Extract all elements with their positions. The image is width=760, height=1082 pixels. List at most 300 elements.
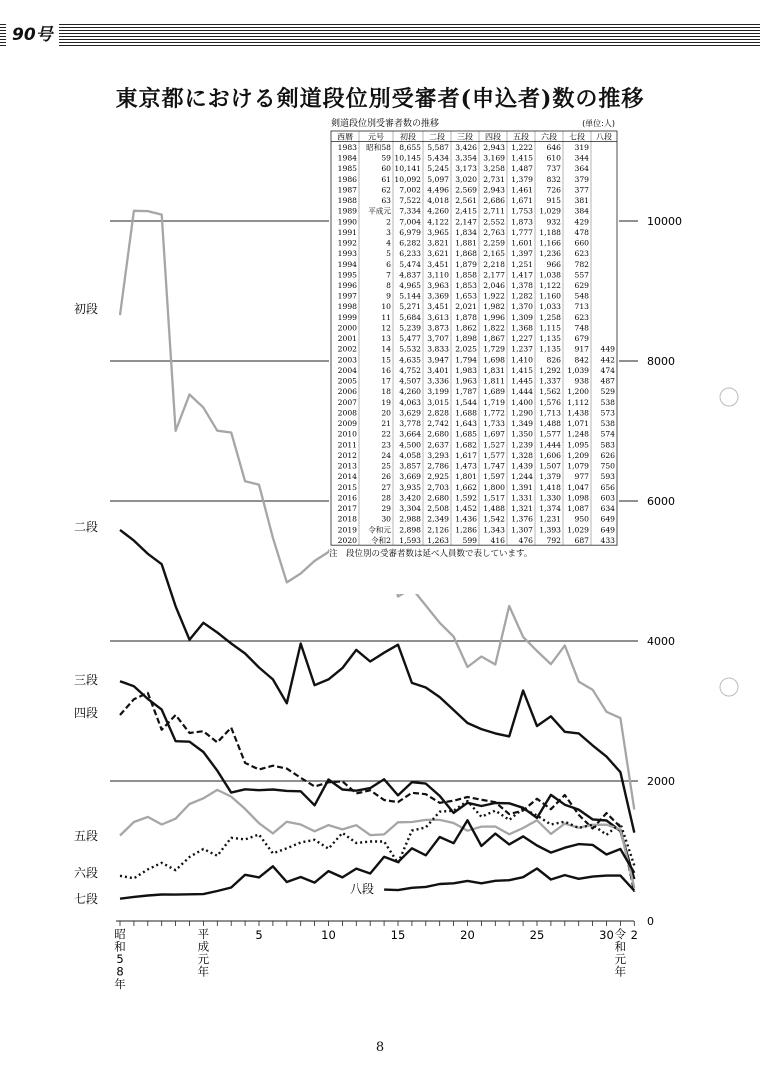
table-cell: 646 [546, 142, 561, 152]
table-cell: 634 [600, 504, 615, 514]
table-cell: 4,063 [399, 397, 421, 407]
x-tick-label: 15 [390, 928, 406, 942]
table-cell: 748 [574, 323, 589, 333]
table-cell: 1,418 [539, 482, 561, 492]
table-cell: 2,177 [483, 270, 505, 280]
table-cell: 1,350 [511, 429, 533, 439]
table-cell: 3,873 [427, 323, 449, 333]
table-cell: 1,653 [455, 291, 477, 301]
table-cell: 2,025 [455, 344, 477, 354]
table-cell: 6 [386, 259, 391, 269]
x-tick-label: 平成元年 [197, 927, 210, 979]
table-cell: 5,434 [427, 153, 449, 163]
table-cell: 1,473 [455, 461, 477, 471]
table-cell: 599 [462, 535, 477, 545]
table-cell: 660 [574, 238, 589, 248]
table-cell: 1,801 [455, 472, 477, 482]
table-cell: 1,794 [455, 355, 477, 365]
table-cell: 1,713 [539, 408, 561, 418]
table-cell: 59 [381, 153, 391, 163]
table-cell: 10,092 [394, 174, 421, 184]
table-cell: 2,147 [455, 217, 477, 227]
table-cell: 3,110 [427, 270, 449, 280]
table-cell: 5,144 [399, 291, 421, 301]
table-cell: 1,400 [511, 397, 533, 407]
table-cell: 1,188 [539, 227, 561, 237]
table-cell: 1,777 [511, 227, 533, 237]
table-cell: 3,426 [455, 142, 477, 152]
table-cell: 1,331 [511, 493, 533, 503]
table-cell: 737 [546, 164, 561, 174]
table-cell: 1,112 [567, 397, 589, 407]
table-cell: 1,290 [511, 408, 533, 418]
table-cell: 687 [574, 535, 589, 545]
table-cell: 3,778 [399, 419, 421, 429]
series-label: 八段 [350, 882, 375, 896]
table-cell: 2,021 [455, 302, 477, 312]
table-cell: 1,029 [567, 525, 589, 535]
table-header-cell: 三段 [457, 132, 473, 142]
table-cell: 2,552 [483, 217, 505, 227]
table-cell: 12 [381, 323, 391, 333]
table-cell: 1,881 [455, 238, 477, 248]
table-cell: 1,688 [455, 408, 477, 418]
table-cell: 1,617 [455, 450, 477, 460]
table-cell: 2,703 [427, 482, 449, 492]
table-header-cell: 四段 [485, 132, 501, 142]
table-cell: 1,410 [511, 355, 533, 365]
table-cell: 3,833 [427, 344, 449, 354]
table-cell: 3 [386, 227, 391, 237]
table-cell: 63 [381, 196, 391, 206]
table-cell: 1,071 [567, 419, 589, 429]
series-label: 五段 [74, 829, 99, 843]
table-cell: 538 [600, 397, 615, 407]
table-cell: 2 [386, 217, 391, 227]
table-cell: 574 [600, 429, 615, 439]
table-cell: 1,379 [539, 472, 561, 482]
table-cell: 1,029 [539, 206, 561, 216]
data-table [329, 114, 619, 594]
table-cell: 1,337 [539, 376, 561, 386]
table-cell: 5,474 [399, 259, 421, 269]
table-cell: 1,643 [455, 419, 477, 429]
table-cell: 1,753 [511, 206, 533, 216]
table-cell: 4,496 [427, 185, 449, 195]
table-cell: 1,222 [511, 142, 533, 152]
table-cell: 4,965 [399, 281, 421, 290]
table-cell: 832 [546, 174, 561, 184]
table-cell: 377 [574, 185, 589, 195]
table-cell: 2,686 [483, 196, 505, 206]
table-cell: 1,307 [511, 525, 533, 535]
table-cell: 649 [600, 514, 615, 524]
table-cell: 2,561 [455, 196, 477, 206]
table-header-cell: 七段 [569, 132, 585, 142]
series-line [120, 790, 634, 888]
table-cell: 938 [574, 376, 589, 386]
table-cell: 1,444 [511, 387, 533, 397]
table-cell: 1,391 [511, 482, 533, 492]
table-cell: 1,237 [511, 344, 533, 354]
table-cell: 2,165 [483, 249, 505, 259]
table-cell: 2013 [337, 461, 357, 471]
table-cell: 1,983 [455, 365, 477, 375]
table-cell: 1,098 [567, 493, 589, 503]
table-cell: 4,752 [399, 365, 421, 375]
y-tick-label: 2000 [647, 775, 675, 788]
table-cell: 1,227 [511, 334, 533, 344]
table-cell: 1,135 [539, 344, 561, 354]
table-cell: 3,821 [427, 238, 449, 248]
table-cell: 1,461 [511, 185, 533, 195]
table-header-cell: 五段 [513, 132, 529, 142]
table-cell: 3,451 [427, 302, 449, 312]
table-cell: 603 [600, 493, 615, 503]
table-cell: 1,330 [539, 493, 561, 503]
table-cell: 2,763 [483, 227, 505, 237]
table-cell: 4,635 [399, 355, 421, 365]
table-cell: 昭和58 [366, 142, 391, 152]
table-cell: 1,868 [455, 249, 477, 259]
table-cell: 4,837 [399, 270, 421, 280]
table-cell: 1,393 [539, 525, 561, 535]
table-cell: 573 [600, 408, 615, 418]
table-cell: 1998 [337, 302, 357, 312]
table-cell: 433 [600, 535, 615, 545]
table-cell: 1996 [337, 281, 357, 290]
table-cell: 22 [381, 429, 391, 439]
table-cell: 626 [600, 450, 615, 460]
table-cell: 11 [381, 312, 391, 322]
table-cell: 3,199 [427, 387, 449, 397]
table-cell: 7,002 [399, 185, 421, 195]
table-cell: 1,867 [483, 334, 505, 344]
table-cell: 62 [381, 185, 391, 195]
table-cell: 5,684 [399, 312, 421, 322]
table-cell: 915 [546, 196, 561, 206]
table-cell: 1,544 [455, 397, 477, 407]
table-cell: 2010 [337, 429, 357, 439]
table-cell: 29 [381, 504, 391, 514]
table-cell: 1,309 [511, 312, 533, 322]
table-cell: 3,669 [399, 472, 421, 482]
table-cell: 3,020 [455, 174, 477, 184]
table-cell: 15 [381, 355, 391, 365]
table-cell: 3,336 [427, 376, 449, 386]
table-cell: 1,697 [483, 429, 505, 439]
table-cell: 977 [574, 472, 589, 482]
table-cell: 2,828 [427, 408, 449, 418]
table-cell: 平成元 [368, 206, 391, 216]
table-cell: 4,058 [399, 450, 421, 460]
table-cell: 1,898 [455, 334, 477, 344]
table-cell: 1,239 [511, 440, 533, 450]
table-cell: 1,378 [511, 281, 533, 290]
table-cell: 538 [600, 419, 615, 429]
table-cell: 1,115 [539, 323, 561, 333]
table-cell: 2019 [337, 525, 357, 535]
table-cell: 1,095 [567, 440, 589, 450]
table-cell: 2003 [337, 355, 357, 365]
table-cell: 1,258 [539, 312, 561, 322]
table-cell: 5,587 [427, 142, 449, 152]
table-cell: 1,562 [539, 387, 561, 397]
table-cell: 4,507 [399, 376, 421, 386]
table-cell: 2017 [337, 504, 357, 514]
table-cell: 1,800 [483, 482, 505, 492]
chart-title: 東京都における剣道段位別受審者(申込者)数の推移 [115, 86, 645, 112]
table-cell: 842 [574, 355, 589, 365]
table-cell: 3,707 [427, 334, 449, 344]
table-cell: 3,664 [399, 429, 421, 439]
table-cell: 24 [381, 450, 391, 460]
table-cell: 令和元 [368, 525, 391, 535]
table-cell: 2008 [337, 408, 357, 418]
table-cell: 4,500 [399, 440, 421, 450]
table-cell: 1,415 [511, 365, 533, 375]
table-cell: 1,379 [511, 174, 533, 184]
table-cell: 8,655 [399, 142, 421, 152]
table-cell: 381 [574, 196, 589, 206]
table-cell: 14 [381, 344, 391, 354]
table-cell: 1,597 [483, 472, 505, 482]
table-cell: 4,260 [427, 206, 449, 216]
table-cell: 1,592 [455, 493, 477, 503]
table-cell: 2000 [337, 323, 357, 333]
table-cell: 1,286 [455, 525, 477, 535]
table-cell: 6,282 [399, 238, 421, 248]
table-cell: 2009 [337, 419, 357, 429]
table-cell: 19 [381, 397, 391, 407]
table-cell: 1999 [337, 312, 357, 322]
table-cell: 1,787 [455, 387, 477, 397]
x-tick-label: 令和元年 [614, 927, 627, 979]
series-label: 三段 [74, 673, 99, 687]
table-cell: 2,680 [427, 493, 449, 503]
table-cell: 1,200 [567, 387, 589, 397]
table-cell: 3,401 [427, 365, 449, 375]
table-cell: 1,236 [539, 249, 561, 259]
x-tick-label: 昭和 5 8 年 [114, 927, 126, 991]
table-cell: 3,258 [483, 164, 505, 174]
x-tick-label: 2 [630, 928, 638, 942]
table-cell: 5,239 [399, 323, 421, 333]
table-cell: 4,018 [427, 196, 449, 206]
table-cell: 2,786 [427, 461, 449, 471]
table-cell: 1,328 [511, 450, 533, 460]
table-cell: 3,965 [427, 227, 449, 237]
table-cell: 2,680 [427, 429, 449, 439]
table-cell: 1,038 [539, 270, 561, 280]
table-cell: 2005 [337, 376, 357, 386]
table-cell: 26 [381, 472, 391, 482]
table-cell: 3,169 [483, 153, 505, 163]
table-cell: 1,368 [511, 323, 533, 333]
table-cell: 1,733 [483, 419, 505, 429]
table-cell: 2,349 [427, 514, 449, 524]
table-cell: 1,517 [483, 493, 505, 503]
table-cell: 1,376 [511, 514, 533, 524]
table-cell: 529 [600, 387, 615, 397]
table-cell: 429 [574, 217, 589, 227]
table-cell: 1,349 [511, 419, 533, 429]
table-cell: 1,879 [455, 259, 477, 269]
table-cell: 18 [381, 387, 391, 397]
table-cell: 1,166 [539, 238, 561, 248]
table-cell: 1,397 [511, 249, 533, 259]
table-cell: 8 [386, 281, 391, 290]
table-cell: 1983 [337, 142, 357, 152]
table-cell: 5,271 [399, 302, 421, 312]
y-tick-label: 4000 [647, 635, 675, 648]
table-cell: 474 [600, 365, 615, 375]
table-cell: 1,282 [511, 291, 533, 301]
table-cell: 2014 [337, 472, 357, 482]
table-cell: 1,488 [539, 419, 561, 429]
table-cell: 1,682 [455, 440, 477, 450]
y-tick-label: 6000 [647, 495, 675, 508]
table-cell: 2002 [337, 344, 357, 354]
table-cell: 21 [381, 419, 391, 429]
series-label: 二段 [74, 520, 99, 534]
table-cell: 1,436 [455, 514, 477, 524]
table-cell: 1,772 [483, 408, 505, 418]
table-unit: (単位:人) [582, 119, 615, 128]
table-cell: 1,963 [455, 376, 477, 386]
y-tick-label: 8000 [647, 355, 675, 368]
table-cell: 1,719 [483, 397, 505, 407]
table-cell: 1,244 [511, 472, 533, 482]
table-cell: 1,488 [483, 504, 505, 514]
table-cell: 1,542 [483, 514, 505, 524]
table-cell: 1,417 [511, 270, 533, 280]
table-cell: 1,248 [567, 429, 589, 439]
table-cell: 1,982 [483, 302, 505, 312]
table-cell: 1985 [337, 164, 357, 174]
table-cell: 1993 [337, 249, 357, 259]
table-cell: 1,033 [539, 302, 561, 312]
table-cell: 2016 [337, 493, 357, 503]
table-cell: 7,334 [399, 206, 421, 216]
table-cell: 3,369 [427, 291, 449, 301]
table-cell: 1,834 [455, 227, 477, 237]
table-cell: 4 [386, 238, 391, 248]
table-cell: 1,873 [511, 217, 533, 227]
table-cell: 1994 [337, 259, 357, 269]
table-header-cell: 二段 [429, 132, 445, 142]
table-cell: 2,508 [427, 504, 449, 514]
table-cell: 10,145 [394, 153, 421, 163]
table-cell: 3,304 [399, 504, 421, 514]
series-label: 六段 [74, 866, 99, 880]
table-cell: 1,811 [483, 376, 505, 386]
table-cell: 1,689 [483, 387, 505, 397]
table-header-cell: 八段 [596, 132, 612, 142]
table-cell: 3,621 [427, 249, 449, 259]
table-cell: 25 [381, 461, 391, 471]
table-cell: 9 [386, 291, 391, 301]
y-tick-label: 10000 [647, 215, 682, 228]
table-cell: 319 [574, 142, 589, 152]
table-cell: 1986 [337, 174, 357, 184]
table-cell: 1,487 [511, 164, 533, 174]
table-cell: 1,922 [483, 291, 505, 301]
table-cell: 1,321 [511, 504, 533, 514]
table-cell: 2,569 [455, 185, 477, 195]
table-cell: 1,729 [483, 344, 505, 354]
table-cell: 令和2 [370, 535, 391, 545]
table-cell: 1987 [337, 185, 357, 195]
table-cell: 61 [381, 174, 391, 184]
table-cell: 1,439 [511, 461, 533, 471]
table-cell: 384 [574, 206, 589, 216]
table-cell: 649 [600, 525, 615, 535]
table-cell: 10 [381, 302, 391, 312]
table-cell: 2,731 [483, 174, 505, 184]
table-cell: 2020 [337, 535, 357, 545]
table-cell: 13 [381, 334, 391, 344]
table-cell: 1,445 [511, 376, 533, 386]
table-cell: 7,004 [399, 217, 421, 227]
table-cell: 4,260 [399, 387, 421, 397]
table-cell: 593 [600, 472, 615, 482]
table-cell: 1,444 [539, 440, 561, 450]
table-cell: 2,218 [483, 259, 505, 269]
series-label: 初段 [74, 302, 99, 316]
table-cell: 2012 [337, 450, 357, 460]
x-tick-label: 5 [255, 928, 263, 942]
table-cell: 1,135 [539, 334, 561, 344]
table-cell: 1,862 [455, 323, 477, 333]
binder-hole [720, 678, 738, 696]
table-cell: 2,943 [483, 185, 505, 195]
table-cell: 2,259 [483, 238, 505, 248]
table-cell: 583 [600, 440, 615, 450]
table-cell: 1,671 [511, 196, 533, 206]
table-cell: 750 [600, 461, 615, 471]
table-header-cell: 西暦 [337, 132, 353, 142]
table-cell: 1,047 [567, 482, 589, 492]
table-cell: 1,601 [511, 238, 533, 248]
table-cell: 1988 [337, 196, 357, 206]
table-cell: 1,370 [511, 302, 533, 312]
table-cell: 1,577 [539, 429, 561, 439]
table-cell: 1,343 [483, 525, 505, 535]
table-header-cell: 元号 [368, 132, 384, 142]
page-number: 8 [375, 1040, 385, 1055]
table-cell: 2,742 [427, 419, 449, 429]
table-cell: 10,141 [394, 164, 421, 174]
table-cell: 917 [574, 344, 589, 354]
table-cell: 2,988 [399, 514, 421, 524]
table-cell: 3,613 [427, 312, 449, 322]
series-line [384, 869, 634, 891]
x-tick-label: 10 [321, 928, 336, 942]
table-cell: 1,251 [511, 259, 533, 269]
binder-hole [720, 388, 738, 406]
table-header-cell: 六段 [541, 132, 557, 142]
table-cell: 3,629 [399, 408, 421, 418]
table-cell: 20 [381, 408, 391, 418]
table-cell: 28 [381, 493, 391, 503]
table-cell: 1,576 [539, 397, 561, 407]
table-cell: 7,522 [399, 196, 421, 206]
table-cell: 2,126 [427, 525, 449, 535]
table-cell: 1,577 [483, 450, 505, 460]
table-cell: 3,293 [427, 450, 449, 460]
table-cell: 610 [546, 153, 561, 163]
